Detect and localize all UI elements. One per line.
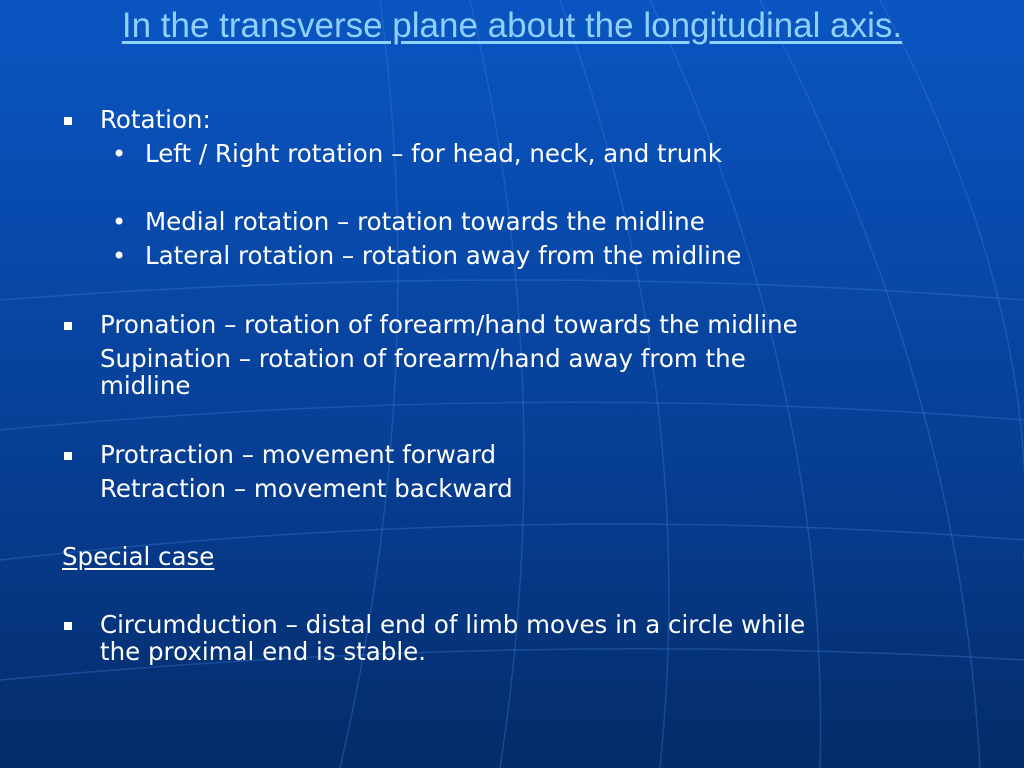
circumduction-text-continued: the proximal end is stable. [100, 637, 427, 666]
round-bullet-icon: • [112, 208, 127, 236]
special-case-heading: Special case [62, 542, 215, 571]
rotation-item-left-right: Left / Right rotation – for head, neck, and trunk [145, 139, 722, 168]
supination-text: Supination – rotation of forearm/hand away from the [100, 344, 746, 373]
supination-text-continued: midline [100, 371, 191, 400]
square-bullet-icon [64, 452, 72, 460]
rotation-heading: Rotation: [100, 105, 211, 134]
square-bullet-icon [64, 322, 72, 330]
retraction-text: Retraction – movement backward [100, 474, 513, 503]
round-bullet-icon: • [112, 242, 127, 270]
protraction-text: Protraction – movement forward [100, 440, 497, 469]
square-bullet-icon [64, 117, 72, 125]
rotation-item-lateral: Lateral rotation – rotation away from the midline [145, 241, 742, 270]
slide-title: In the transverse plane about the longitudinal axis. [121, 6, 903, 45]
circumduction-text: Circumduction – distal end of limb moves in a circle while [100, 610, 806, 639]
pronation-text: Pronation – rotation of forearm/hand towards the midline [100, 310, 798, 339]
rotation-item-medial: Medial rotation – rotation towards the midline [145, 207, 705, 236]
round-bullet-icon: • [112, 140, 127, 168]
square-bullet-icon [64, 622, 72, 630]
